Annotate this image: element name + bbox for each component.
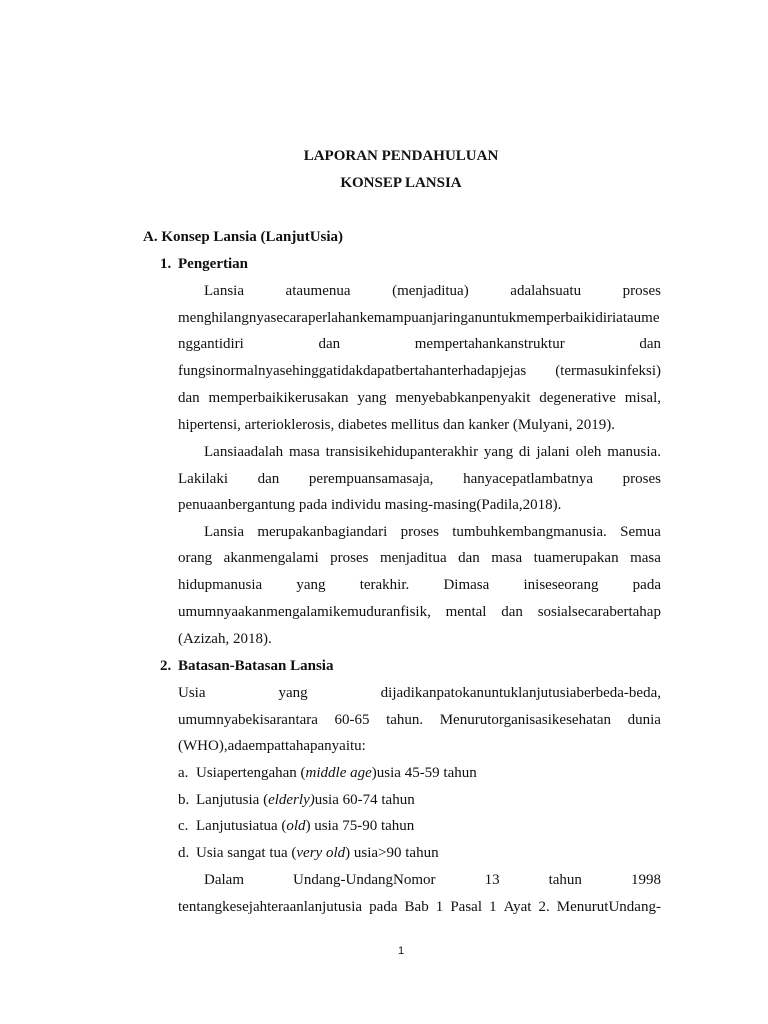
word: Lansia xyxy=(204,283,244,299)
word: Menurutorganisasikesehatan xyxy=(439,712,612,728)
word: hidupmanusia xyxy=(178,577,263,593)
subsection-2-title: Batasan-Batasan Lansia xyxy=(178,658,334,674)
word: dijadikanpatokanuntuklanjutusiaberbeda-beda, xyxy=(380,685,661,701)
word: yang xyxy=(483,444,514,460)
subsection-1-number: 1. xyxy=(160,256,172,272)
word: sosialsecarabertahap xyxy=(537,604,661,620)
word: tentangkesejahteraanlanjutusia xyxy=(178,899,363,915)
sub2-para-line2 xyxy=(178,897,661,917)
word: yang xyxy=(357,390,387,406)
word: pada xyxy=(369,899,398,915)
word: yang xyxy=(278,685,308,701)
word: mempertahankanstruktur xyxy=(414,336,565,352)
word: umumnyaakanmengalamikemuduranfisik, xyxy=(178,604,431,620)
list-item-emphasis: elderly) xyxy=(268,792,315,808)
list-item-pre: Usia sangat tua ( xyxy=(196,845,297,861)
word: akanmengalami xyxy=(223,550,319,566)
word: dan xyxy=(318,336,341,352)
para1-line5 xyxy=(178,388,661,408)
word: pada xyxy=(632,577,661,593)
word: orang xyxy=(178,550,213,566)
para2-line2 xyxy=(178,469,661,489)
word: dan xyxy=(639,336,661,352)
word: transisikehidupanterakhir xyxy=(325,444,479,460)
sub2-para-line1 xyxy=(204,870,661,890)
word: umumnyabekisarantara xyxy=(178,712,318,728)
subsection-1-title: Pengertian xyxy=(178,256,248,272)
word: 2. xyxy=(538,899,550,915)
word: tahun. xyxy=(386,712,424,728)
word: dan xyxy=(458,550,480,566)
word: dan xyxy=(257,471,280,487)
para3-line4 xyxy=(178,602,661,622)
word: tuamerupakan xyxy=(533,550,619,566)
list-item-pre: Usiapertengahan ( xyxy=(196,765,306,781)
word: di xyxy=(518,444,531,460)
word: (menjaditua) xyxy=(392,283,469,299)
word: Undang-UndangNomor xyxy=(293,872,436,888)
word: 1 xyxy=(489,899,497,915)
subsection-2-heading xyxy=(160,656,334,676)
list-item-text xyxy=(196,816,414,836)
word: masa xyxy=(630,550,661,566)
word: MenurutUndang- xyxy=(556,899,661,915)
word: Lakilaki xyxy=(178,471,228,487)
word: 1998 xyxy=(630,872,661,888)
list-item-text xyxy=(196,843,439,863)
word: dan xyxy=(178,390,200,406)
word: fungsinormalnyasehinggatidakdapatbertahanterhadapjejas xyxy=(178,363,527,379)
list-item-text xyxy=(196,790,415,810)
para1-line6: hipertensi, arterioklerosis, diabetes mellitus dan kanker (Mulyani, 2019). xyxy=(178,417,615,433)
word: memperbaikikerusakan xyxy=(208,390,349,406)
word: oleh xyxy=(575,444,602,460)
word: nggantidiri xyxy=(178,336,244,352)
word: Lansiaadalah xyxy=(204,444,284,460)
word: menyebabkanpenyakit xyxy=(395,390,531,406)
word: merupakanbagiandari xyxy=(257,524,388,540)
word: proses xyxy=(622,283,661,299)
word: masa xyxy=(491,550,523,566)
word: proses xyxy=(330,550,369,566)
list-item-emphasis: very old xyxy=(296,845,346,861)
word: manusia. xyxy=(607,444,661,460)
para3-line2 xyxy=(178,548,661,568)
subsection-2-number: 2. xyxy=(160,658,172,674)
word: perempuansamasaja, xyxy=(308,471,434,487)
sub2-line2 xyxy=(178,710,661,730)
page-number: 1 xyxy=(397,945,405,957)
para3-line1 xyxy=(204,522,661,542)
section-a-heading: A. Konsep Lansia (LanjutUsia) xyxy=(143,229,344,245)
para3-line3 xyxy=(178,575,661,595)
list-item-post: )usia 45-59 tahun xyxy=(371,765,477,781)
word: tumbuhkembangmanusia. xyxy=(452,524,607,540)
document-subtitle: KONSEP LANSIA xyxy=(340,175,462,191)
list-item-letter: a. xyxy=(178,765,189,781)
word: misal, xyxy=(624,390,661,406)
word: hanyacepatlambatnya xyxy=(463,471,593,487)
para3-line5: (Azizah, 2018). xyxy=(178,631,272,647)
para1-line3 xyxy=(178,334,661,354)
word: dunia xyxy=(627,712,661,728)
word: (termasukinfeksi) xyxy=(555,363,661,379)
word: Pasal xyxy=(450,899,483,915)
word: terakhir. xyxy=(359,577,410,593)
list-item-text xyxy=(196,763,477,783)
list-item-letter: d. xyxy=(178,845,190,861)
word: Bab xyxy=(404,899,429,915)
word: masa xyxy=(288,444,320,460)
subsection-1-heading xyxy=(160,254,248,274)
word: Usia xyxy=(178,685,206,701)
para1-line1 xyxy=(204,281,661,301)
word: 60-65 xyxy=(334,712,370,728)
word: tahun xyxy=(548,872,582,888)
word: menjaditua xyxy=(379,550,447,566)
word: iniseseorang xyxy=(523,577,599,593)
word: yang xyxy=(296,577,326,593)
list-item-post: ) usia 75-90 tahun xyxy=(305,818,415,834)
list-item-emphasis: old xyxy=(286,818,306,834)
para2-line1 xyxy=(204,442,661,462)
word: adalahsuatu xyxy=(510,283,582,299)
word: Semua xyxy=(620,524,661,540)
list-item-pre: Lanjutusia ( xyxy=(196,792,269,808)
para1-line2: menghilangnyasecaraperlahankemampuanjaringanuntukmemperbaikidiriataume xyxy=(178,310,660,326)
word: degenerative xyxy=(539,390,616,406)
word: 13 xyxy=(484,872,500,888)
list-item-post: usia 60-74 tahun xyxy=(314,792,415,808)
word: jalani xyxy=(536,444,570,460)
word: ataumenua xyxy=(285,283,351,299)
word: proses xyxy=(400,524,439,540)
document-title: LAPORAN PENDAHULUAN xyxy=(303,148,499,164)
list-item-letter: c. xyxy=(178,818,189,834)
list-item-pre: Lanjutusiatua ( xyxy=(196,818,287,834)
word: proses xyxy=(622,471,661,487)
word: Ayat xyxy=(503,899,532,915)
para2-line3: penuaanbergantung pada individu masing-masing(Padila,2018). xyxy=(178,497,562,513)
list-item-emphasis: middle age xyxy=(305,765,372,781)
sub2-line3: (WHO),adaempattahapanyaitu: xyxy=(178,738,366,754)
list-item-post: ) usia>90 tahun xyxy=(345,845,439,861)
para1-line4 xyxy=(178,361,661,381)
word: 1 xyxy=(435,899,444,915)
sub2-line1 xyxy=(178,683,661,703)
word: Lansia xyxy=(204,524,244,540)
list-item-letter: b. xyxy=(178,792,190,808)
word: dan xyxy=(501,604,523,620)
word: Dalam xyxy=(204,872,244,888)
word: mental xyxy=(445,604,487,620)
word: Dimasa xyxy=(443,577,490,593)
